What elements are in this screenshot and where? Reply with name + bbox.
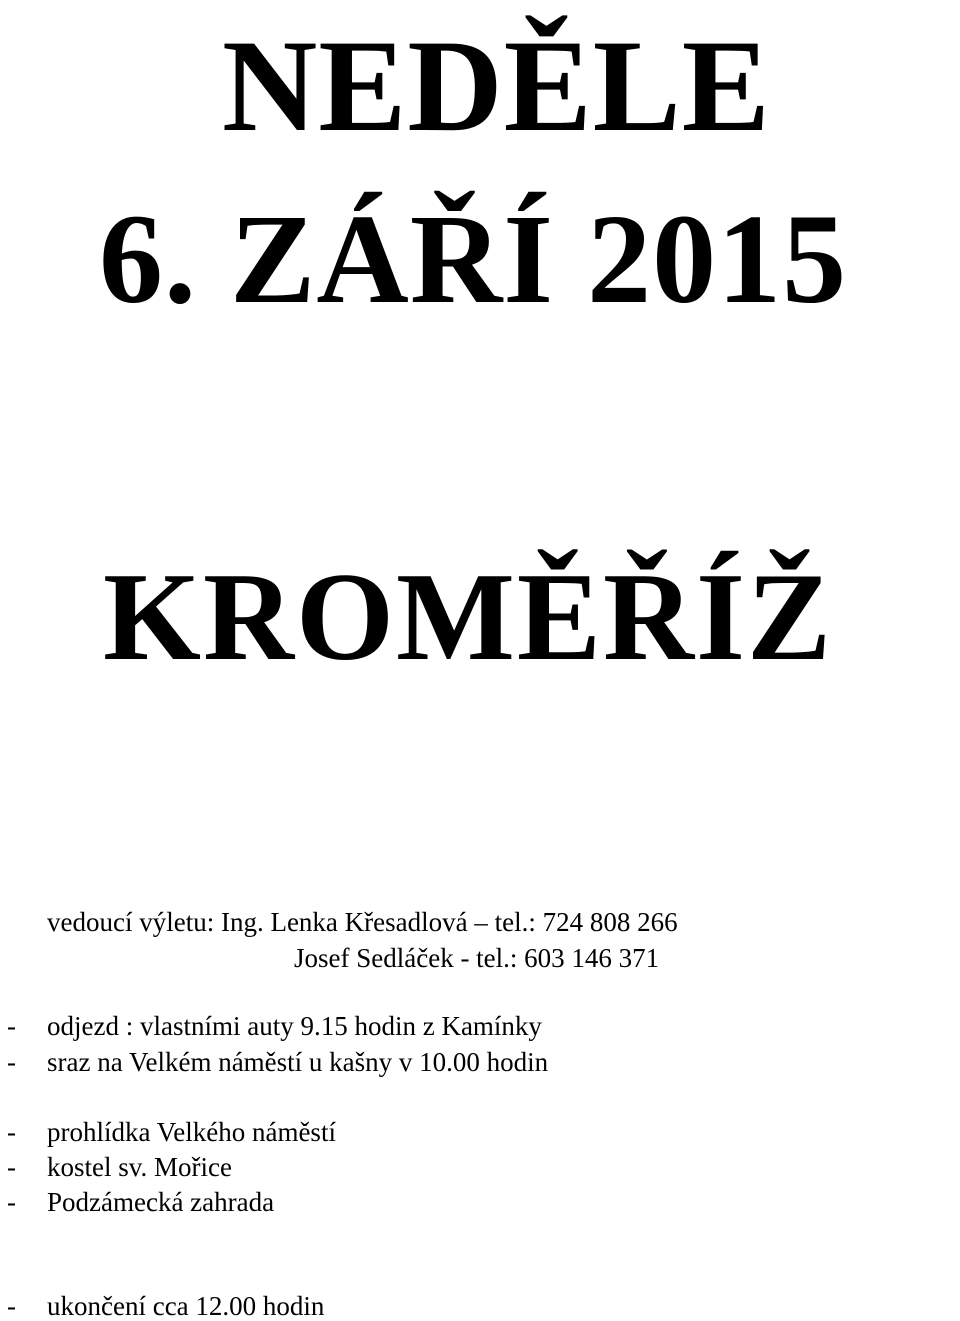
list-item-text: prohlídka Velkého náměstí (47, 1117, 336, 1147)
list-bullet: - (7, 1187, 16, 1217)
list-item (7, 1049, 548, 1076)
list-bullet: - (7, 1011, 16, 1041)
list-item-text: ukončení cca 12.00 hodin (47, 1291, 325, 1321)
list-item (7, 1293, 324, 1320)
list-item (7, 1189, 274, 1216)
list-item-text: odjezd : vlastními auty 9.15 hodin z Kamínky (47, 1011, 542, 1041)
day-heading: NEDĚLE (222, 12, 771, 159)
list-item (7, 1013, 542, 1040)
leader-line-2: Josef Sedláček - tel.: 603 146 371 (294, 943, 660, 973)
list-bullet: - (7, 1047, 16, 1077)
list-item-text: Podzámecká zahrada (47, 1187, 275, 1217)
list-bullet: - (7, 1291, 16, 1321)
list-item-text: kostel sv. Mořice (47, 1152, 232, 1182)
list-bullet: - (7, 1117, 16, 1147)
leader-line-1: vedoucí výletu: Ing. Lenka Křesadlová – tel.: 724 808 266 (47, 907, 678, 937)
list-item (7, 1154, 232, 1181)
list-item (7, 1119, 336, 1146)
list-item-text: sraz na Velkém náměstí u kašny v 10.00 hodin (47, 1047, 549, 1077)
destination-heading: KROMĚŘÍŽ (103, 548, 834, 687)
list-bullet: - (7, 1152, 16, 1182)
date-heading: 6. ZÁŘÍ 2015 (99, 188, 848, 330)
